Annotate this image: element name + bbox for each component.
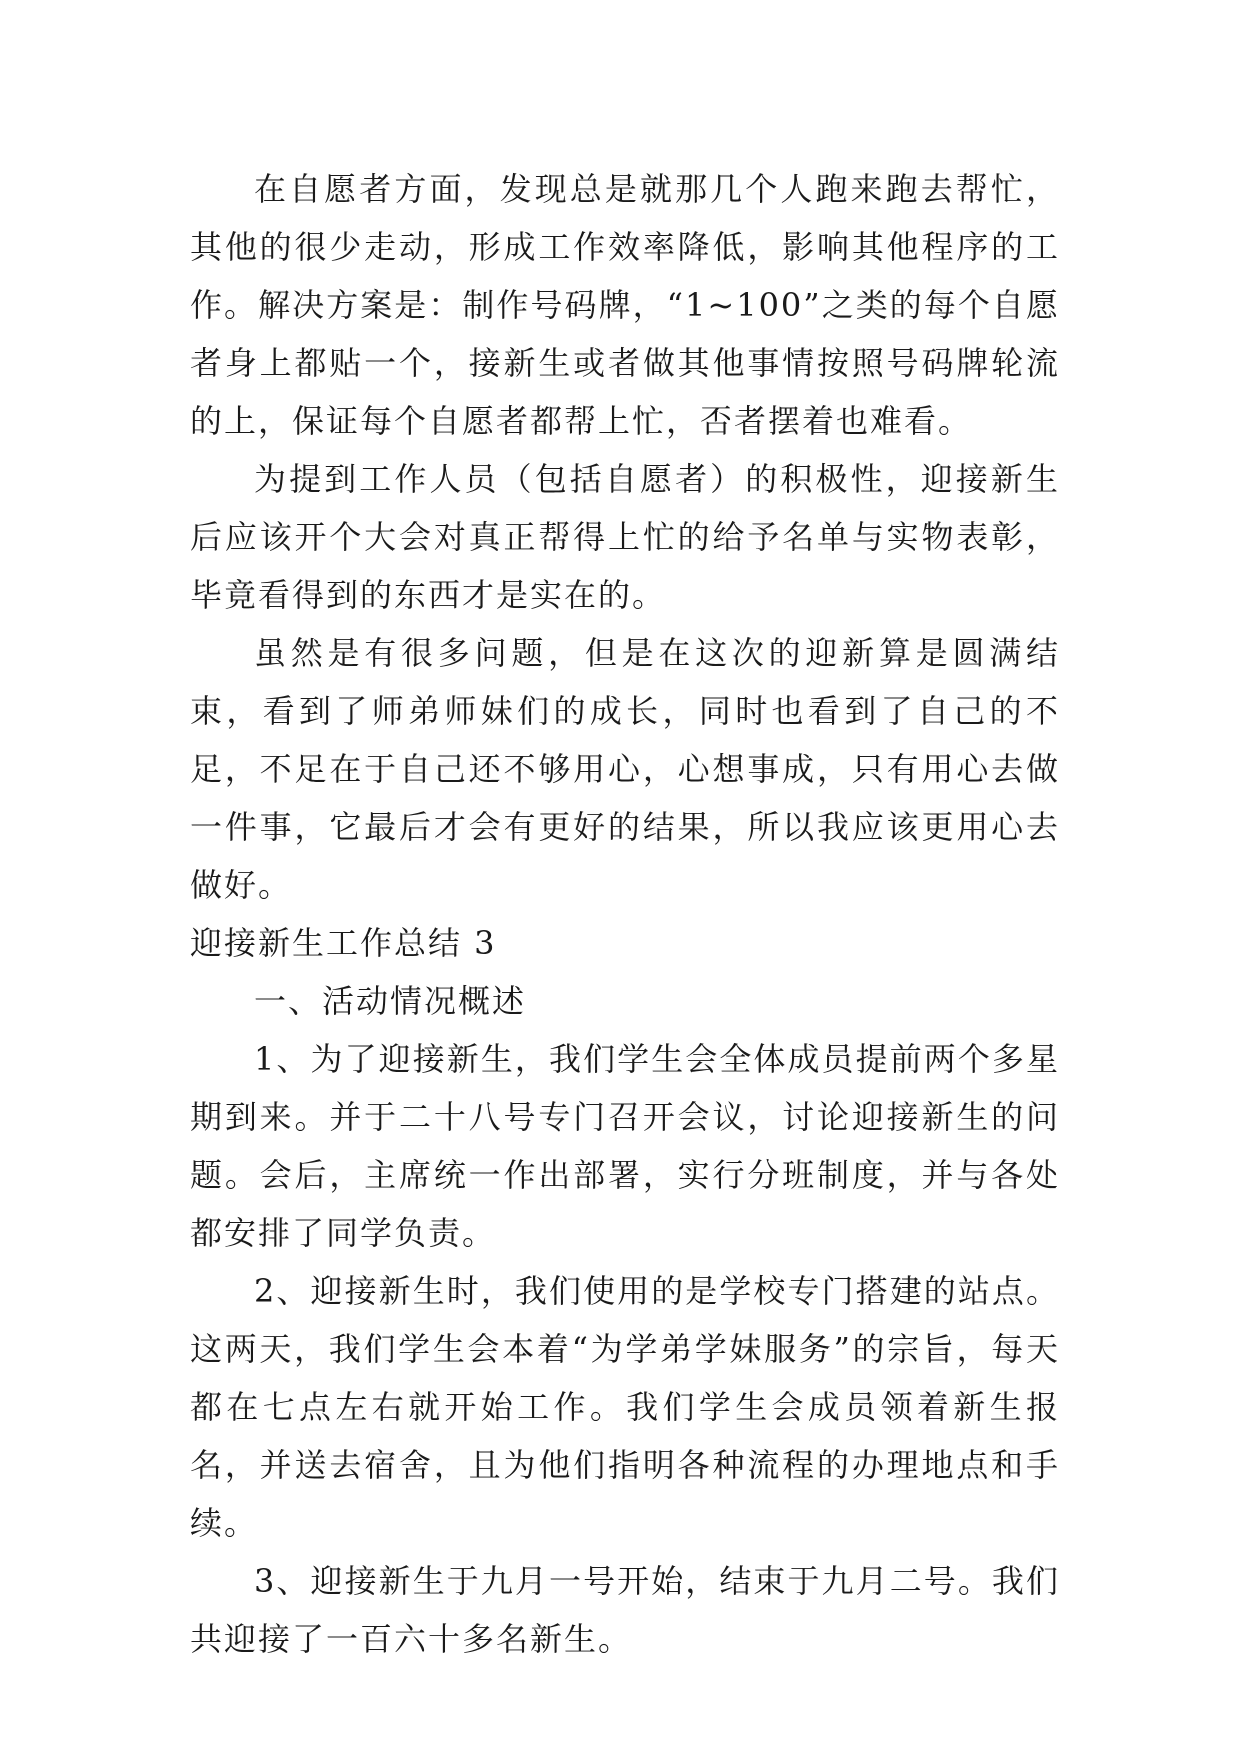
paragraph-item-2: 2、迎接新生时，我们使用的是学校专门搭建的站点。这两天，我们学生会本着“为学弟学妹服务”的宗旨，每天都在七点左右就开始工作。我们学生会成员领着新生报名，并送去宿舍，且为他们指明各种流程的办理地点和手续。 [190, 1272, 1060, 1542]
paragraph-motivation: 为提到工作人员（包括自愿者）的积极性，迎接新生后应该开个大会对真正帮得上忙的给予名单与实物表彰，毕竟看得到的东西才是实在的。 [190, 460, 1060, 614]
subheading-overview: 一、活动情况概述 [254, 982, 527, 1020]
paragraph-conclusion: 虽然是有很多问题，但是在这次的迎新算是圆满结束，看到了师弟师妹们的成长，同时也看到了自己的不足，不足在于自己还不够用心，心想事成，只有用心去做一件事，它最后才会有更好的结果，所以我应该更用心去做好。 [190, 634, 1060, 904]
paragraph-volunteers: 在自愿者方面，发现总是就那几个人跑来跑去帮忙，其他的很少走动，形成工作效率降低，影响其他程序的工作。解决方案是：制作号码牌，“1~100”之类的每个自愿者身上都贴一个，接新生或者做其他事情按照号码牌轮流的上，保证每个自愿者都帮上忙，否者摆着也难看。 [190, 170, 1060, 440]
paragraph-item-1: 1、为了迎接新生，我们学生会全体成员提前两个多星期到来。并于二十八号专门召开会议，讨论迎接新生的问题。会后，主席统一作出部署，实行分班制度，并与各处都安排了同学负责。 [190, 1040, 1060, 1252]
section-title: 迎接新生工作总结 3 [190, 924, 497, 962]
document-body [190, 160, 1060, 1668]
paragraph-item-3: 3、迎接新生于九月一号开始，结束于九月二号。我们共迎接了一百六十多名新生。 [190, 1562, 1060, 1658]
